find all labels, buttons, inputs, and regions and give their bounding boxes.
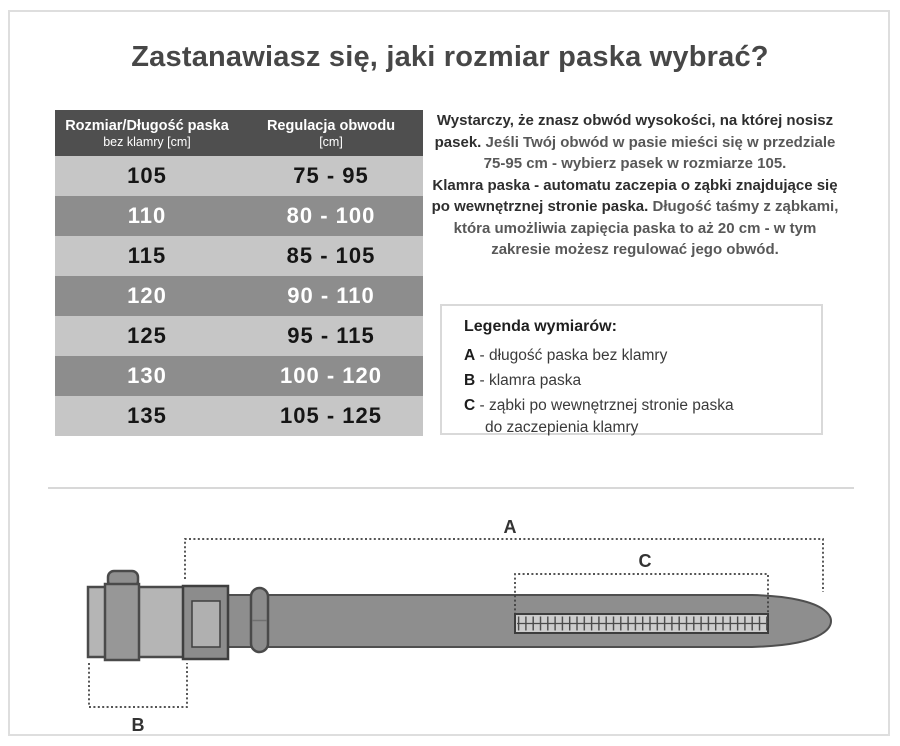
table-row bbox=[55, 276, 423, 316]
table-header-row bbox=[55, 110, 423, 156]
page-title: Zastanawiasz się, jaki rozmiar paska wybrać? bbox=[131, 41, 769, 73]
size-value: 110 bbox=[127, 203, 167, 228]
header-adjustment-line2: [cm] bbox=[319, 134, 343, 149]
table-row bbox=[55, 396, 423, 436]
description-sentence-4: Długość taśmy z ząbkami, która umożliwia zapięcia paska to aż 20 cm - w tym zakresie możesz regulować jego obwód. bbox=[453, 198, 839, 258]
dimension-line-b bbox=[89, 663, 187, 707]
legend-key-c: C bbox=[464, 397, 476, 414]
size-value: 105 bbox=[127, 163, 167, 188]
buckle-frame-window bbox=[192, 601, 220, 647]
legend-key-a: A bbox=[464, 347, 476, 364]
header-size-line1: Rozmiar/Długość paska bbox=[65, 117, 229, 134]
legend-text-c-line2: do zaczepienia klamry bbox=[485, 419, 639, 436]
buckle-band bbox=[105, 584, 139, 660]
table-row bbox=[55, 316, 423, 356]
description-block-2 bbox=[423, 175, 847, 261]
description-block-1 bbox=[423, 110, 847, 175]
dimension-label-b: B bbox=[131, 715, 145, 735]
legend-title: Legenda wymiarów: bbox=[464, 318, 617, 335]
range-value: 105 - 125 bbox=[280, 403, 382, 428]
range-value: 75 - 95 bbox=[293, 163, 369, 188]
table-header-size bbox=[55, 110, 239, 156]
dimension-line-a bbox=[185, 539, 823, 592]
legend-text-b: - klamra paska bbox=[479, 372, 582, 389]
size-value: 135 bbox=[127, 403, 167, 428]
range-value: 95 - 115 bbox=[287, 323, 375, 348]
description-text bbox=[423, 110, 847, 261]
legend-item-a bbox=[464, 343, 811, 368]
description-sentence-2: Jeśli Twój obwód w pasie mieści się w przedziale 75-95 cm - wybierz pasek w rozmiarze 105. bbox=[483, 133, 836, 172]
range-value: 80 - 100 bbox=[286, 203, 376, 228]
header-adjustment-line1: Regulacja obwodu bbox=[266, 117, 396, 134]
table-header-adjustment bbox=[239, 110, 423, 156]
section-divider bbox=[48, 487, 854, 489]
table-row bbox=[55, 356, 423, 396]
legend-text-a: - długość paska bez klamry bbox=[479, 347, 668, 364]
legend-text-c: - ząbki po wewnętrznej stronie paska bbox=[479, 397, 734, 414]
range-value: 90 - 110 bbox=[287, 283, 375, 308]
dimension-label-c: C bbox=[638, 551, 652, 571]
legend-item-c bbox=[464, 393, 811, 438]
range-value: 85 - 105 bbox=[286, 243, 376, 268]
description-sentence-1: Wystarczy, że znasz obwód wysokości, na której nosisz pasek. bbox=[434, 112, 834, 151]
dimension-label-a: A bbox=[503, 517, 517, 537]
table-row bbox=[55, 236, 423, 276]
size-value: 120 bbox=[127, 283, 167, 308]
table-row bbox=[55, 156, 423, 196]
header-size-line2: bez klamry [cm] bbox=[103, 134, 191, 149]
description-sentence-3: Klamra paska - automatu zaczepia o ząbki znajdujące się po wewnętrznej stronie paska. bbox=[431, 176, 838, 215]
table-row bbox=[55, 196, 423, 236]
range-value: 100 - 120 bbox=[280, 363, 382, 388]
size-value: 115 bbox=[127, 243, 167, 268]
belt-size-table bbox=[55, 110, 423, 436]
size-value: 130 bbox=[127, 363, 167, 388]
size-value: 125 bbox=[127, 323, 167, 348]
belt-diagram bbox=[40, 500, 870, 740]
legend-box bbox=[440, 304, 823, 435]
legend-item-b bbox=[464, 368, 811, 393]
legend-key-b: B bbox=[464, 372, 476, 389]
